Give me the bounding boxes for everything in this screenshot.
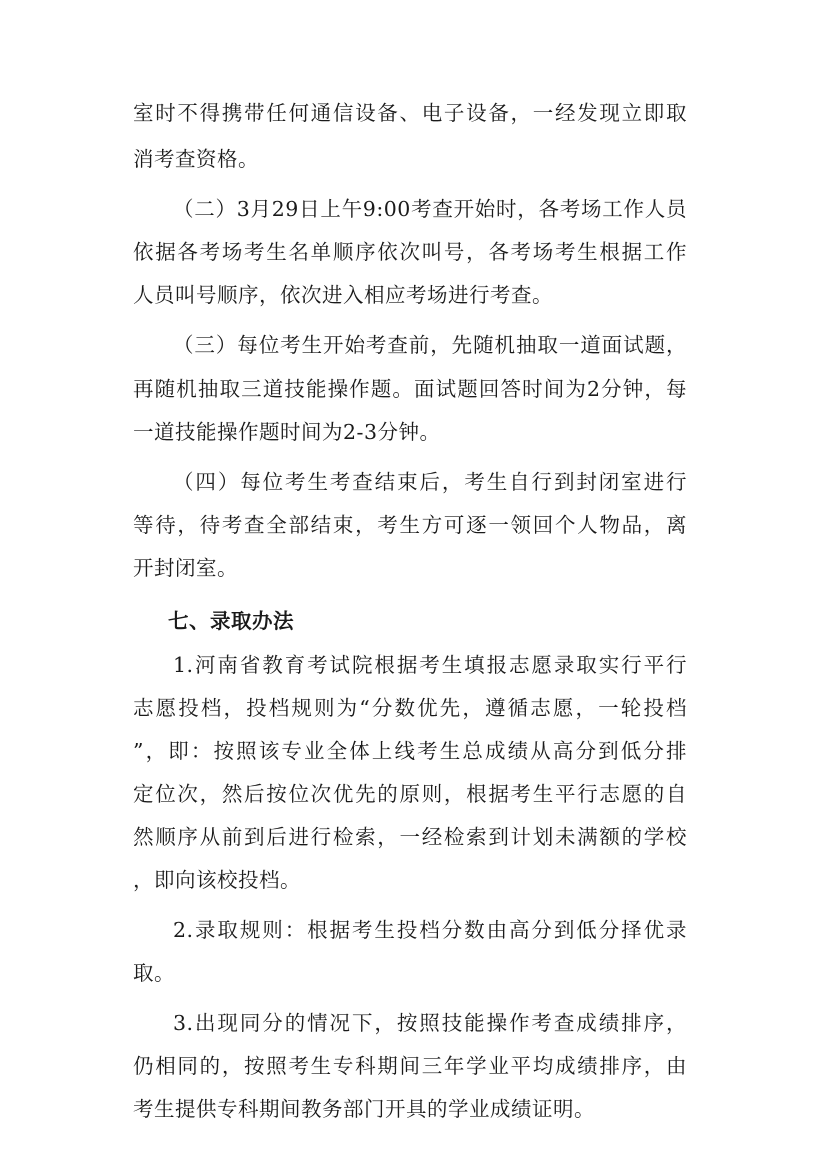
paragraph-line: 等待，待考查全部结束，考生方可逐一领回个人物品，离 xyxy=(133,513,687,537)
paragraph-line: 志愿投档，投档规则为“分数优先，遵循志愿，一轮投档 xyxy=(133,696,687,720)
paragraph-line: 人员叫号顺序，依次进入相应考场进行考查。 xyxy=(133,283,553,307)
paragraph-line: 1.河南省教育考试院根据考生填报志愿录取实行平行 xyxy=(173,653,687,677)
paragraph-line: 考生提供专科期间教务部门开具的学业成绩证明。 xyxy=(133,1097,595,1121)
paragraph-line: 然顺序从前到后进行检索，一经检索到计划未满额的学校 xyxy=(133,825,687,849)
paragraph-line: 定位次，然后按位次优先的原则，根据考生平行志愿的自 xyxy=(133,782,687,806)
paragraph-line: 仍相同的，按照考生专科期间三年学业平均成绩排序，由 xyxy=(133,1054,687,1078)
paragraph-line: 3.出现同分的情况下，按照技能操作考查成绩排序， xyxy=(173,1011,687,1035)
paragraph-line: 开封闭室。 xyxy=(133,556,238,580)
paragraph-line: 一道技能操作题时间为2-3分钟。 xyxy=(133,420,441,444)
paragraph-line: （四）每位考生考查结束后，考生自行到封闭室进行 xyxy=(173,470,687,494)
paragraph-line: 再随机抽取三道技能操作题。面试题回答时间为2分钟，每 xyxy=(133,377,687,401)
paragraph-line: ，即向该校投档。 xyxy=(133,868,301,892)
paragraph-line: 室时不得携带任何通信设备、电子设备，一经发现立即取 xyxy=(133,101,687,125)
paragraph-line: 消考查资格。 xyxy=(133,147,259,171)
paragraph-line: 取。 xyxy=(133,961,175,985)
paragraph-line: （二）3月29日上午9:00考查开始时，各考场工作人员 xyxy=(173,197,687,221)
paragraph-line: （三）每位考生开始考查前，先随机抽取一道面试题， xyxy=(173,333,687,357)
section-heading: 七、录取办法 xyxy=(168,609,294,633)
paragraph-line: 2.录取规则：根据考生投档分数由高分到低分择优录 xyxy=(173,918,687,942)
paragraph-line: ”，即：按照该专业全体上线考生总成绩从高分到低分排 xyxy=(133,739,687,763)
paragraph-line: 依据各考场考生名单顺序依次叫号，各考场考生根据工作 xyxy=(133,240,687,264)
